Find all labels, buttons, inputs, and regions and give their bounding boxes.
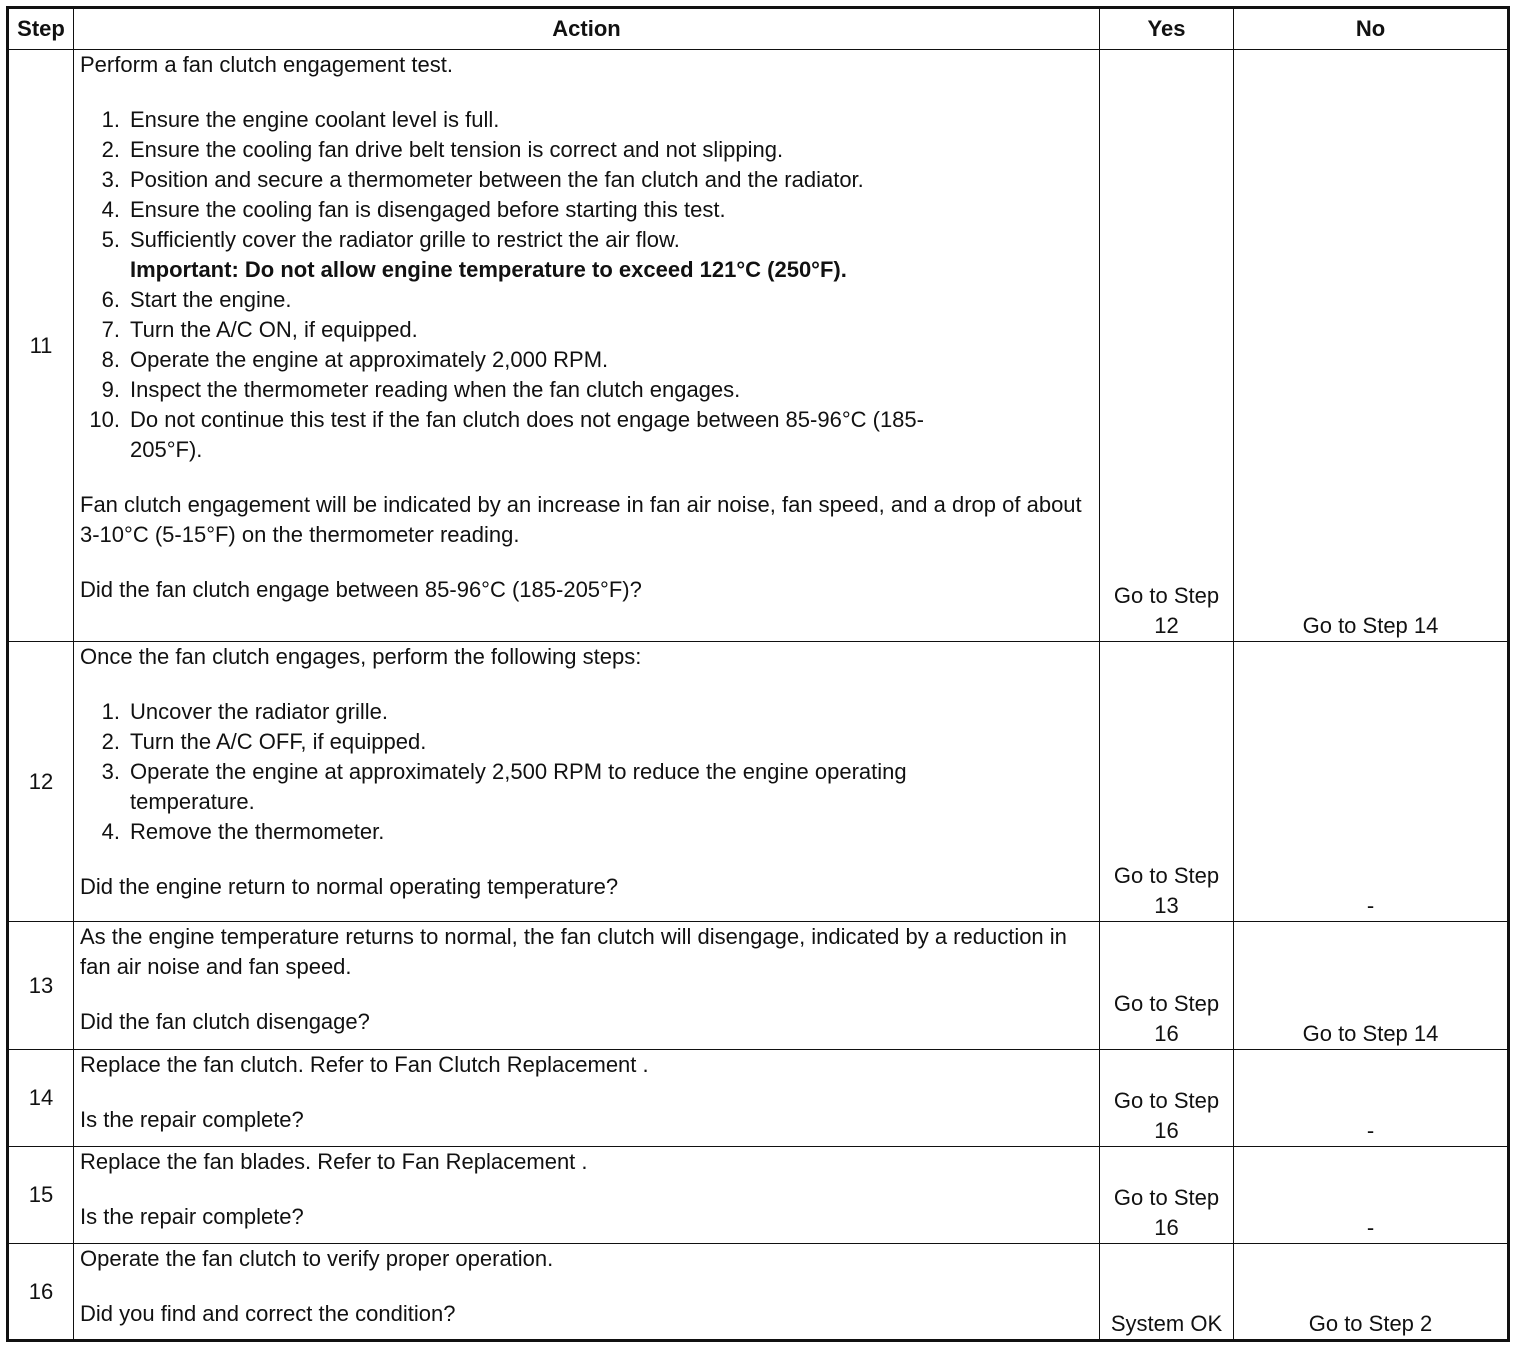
important-note: Important: Do not allow engine temperature to exceed 121°C (250°F).	[130, 257, 847, 282]
header-action: Action	[74, 8, 1100, 50]
list-item: 2. Ensure the cooling fan drive belt tension is correct and not slipping.	[101, 137, 784, 162]
action-cell	[74, 50, 1100, 642]
action-cell	[74, 642, 1100, 922]
list-item: 4. Ensure the cooling fan is disengaged before starting this test.	[101, 197, 726, 222]
list-item: 1. Uncover the radiator grille.	[101, 699, 389, 724]
no-result: -	[1234, 642, 1509, 922]
list-item: 2. Turn the A/C OFF, if equipped.	[101, 729, 427, 754]
action-question: Is the repair complete?	[80, 1204, 304, 1229]
table-row	[8, 922, 1509, 1050]
list-item: 3. Operate the engine at approximately 2,500 RPM to reduce the engine operating temperature.	[101, 759, 907, 814]
action-question: Did the fan clutch disengage?	[80, 1009, 370, 1034]
action-cell	[74, 1050, 1100, 1147]
procedure-list	[80, 105, 1093, 465]
no-result: -	[1234, 1147, 1509, 1244]
step-number: 15	[8, 1147, 74, 1244]
diagnostic-table	[6, 6, 1510, 1342]
no-result: -	[1234, 1050, 1509, 1147]
list-item: 5. Sufficiently cover the radiator grille to restrict the air flow. Important: Do not allow engine temperature to exceed 121°C (250°F).	[80, 225, 1093, 285]
list-item: 3. Position and secure a thermometer between the fan clutch and the radiator.	[101, 167, 864, 192]
yes-result: Go to Step 16	[1100, 1050, 1234, 1147]
list-item: 1. Ensure the engine coolant level is full.	[101, 107, 500, 132]
header-step: Step	[8, 8, 74, 50]
action-question: Did the engine return to normal operating temperature?	[80, 874, 619, 899]
action-question: Did you find and correct the condition?	[80, 1301, 456, 1326]
table-row	[8, 1147, 1509, 1244]
no-result: Go to Step 14	[1234, 922, 1509, 1050]
action-question: Is the repair complete?	[80, 1107, 304, 1132]
action-intro: Operate the fan clutch to verify proper operation.	[80, 1246, 554, 1271]
action-cell	[74, 922, 1100, 1050]
no-result: Go to Step 14	[1234, 50, 1509, 642]
table-row	[8, 1244, 1509, 1341]
list-item: 9. Inspect the thermometer reading when the fan clutch engages.	[101, 377, 741, 402]
header-no: No	[1234, 8, 1509, 50]
action-intro: Once the fan clutch engages, perform the following steps:	[80, 644, 642, 669]
yes-result: Go to Step 12	[1100, 50, 1234, 642]
action-intro: Replace the fan clutch. Refer to Fan Clutch Replacement .	[80, 1052, 649, 1077]
table-row	[8, 50, 1509, 642]
action-intro: Perform a fan clutch engagement test.	[80, 52, 453, 77]
action-intro: As the engine temperature returns to normal, the fan clutch will disengage, indicated by a reduction in fan air noise and fan speed.	[80, 924, 1067, 979]
action-note: Fan clutch engagement will be indicated by an increase in fan air noise, fan speed, and a drop of about 3-10°C (5-15°F) on the thermometer reading.	[80, 492, 1082, 547]
list-item: 4. Remove the thermometer.	[101, 819, 385, 844]
header-yes: Yes	[1100, 8, 1234, 50]
list-item: 8. Operate the engine at approximately 2,000 RPM.	[101, 347, 609, 372]
step-number: 13	[8, 922, 74, 1050]
table-row	[8, 642, 1509, 922]
step-number: 14	[8, 1050, 74, 1147]
step-number: 16	[8, 1244, 74, 1341]
yes-result: System OK	[1100, 1244, 1234, 1341]
action-intro: Replace the fan blades. Refer to Fan Replacement .	[80, 1149, 588, 1174]
yes-result: Go to Step 13	[1100, 642, 1234, 922]
list-item: 10. Do not continue this test if the fan clutch does not engage between 85-96°C (185-205°F).	[89, 407, 924, 462]
yes-result: Go to Step 16	[1100, 1147, 1234, 1244]
procedure-list	[80, 697, 1093, 847]
step-number: 12	[8, 642, 74, 922]
header-row	[8, 8, 1509, 50]
action-question: Did the fan clutch engage between 85-96°C (185-205°F)?	[80, 577, 642, 602]
step-number: 11	[8, 50, 74, 642]
yes-result: Go to Step 16	[1100, 922, 1234, 1050]
list-item: 6. Start the engine.	[101, 287, 292, 312]
table-row	[8, 1050, 1509, 1147]
action-cell	[74, 1147, 1100, 1244]
list-item: 7. Turn the A/C ON, if equipped.	[101, 317, 418, 342]
no-result: Go to Step 2	[1234, 1244, 1509, 1341]
action-cell	[74, 1244, 1100, 1341]
